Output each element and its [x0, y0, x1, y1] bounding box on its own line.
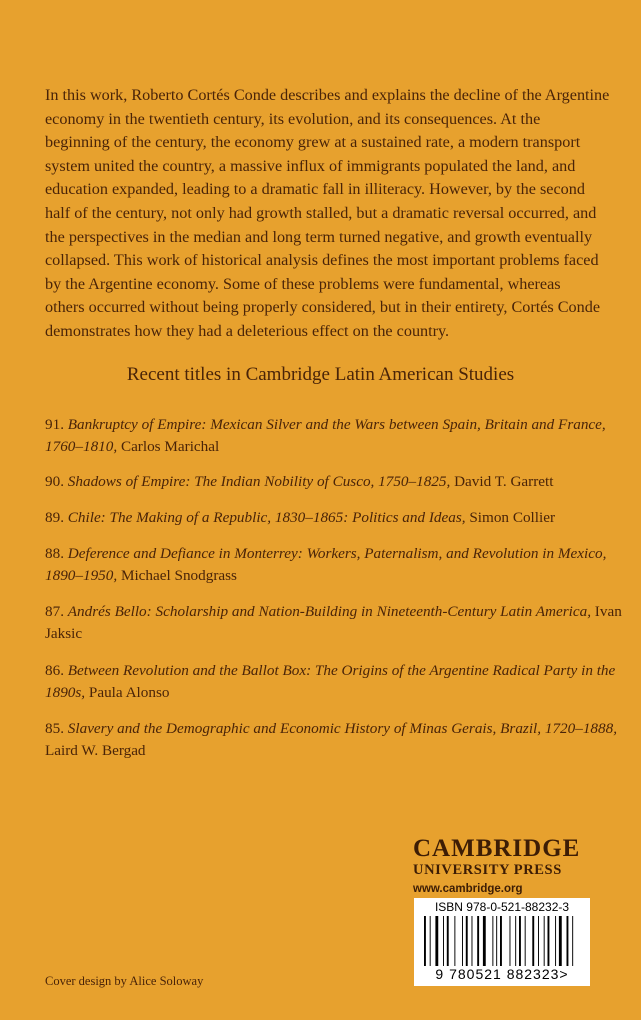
blurb-line: education expanded, leading to a dramatic fall in illiteracy. However, by the second — [45, 180, 585, 199]
isbn-label: ISBN 978-0-521-88232-3 — [434, 900, 570, 914]
publisher-url: www.cambridge.org — [413, 883, 523, 895]
title-entry-91: 91. Bankruptcy of Empire: Mexican Silver and the Wars between Spain, Britain and France, 1760–1810, Carlos Marichal — [45, 416, 606, 455]
barcode-icon — [420, 916, 584, 966]
blurb-line: beginning of the century, the economy grew at a sustained rate, a modern transport — [45, 133, 581, 152]
blurb-line: the perspectives in the median and long term turned negative, and growth eventually — [45, 227, 593, 246]
title-entry-86: 86. Between Revolution and the Ballot Box: The Origins of the Argentine Radical Party in the 1890s, Paula Alonso — [45, 662, 616, 701]
blurb-paragraph — [45, 84, 641, 344]
series-heading: Recent titles in Cambridge Latin American Studies — [126, 364, 515, 385]
isbn-barcode — [414, 898, 590, 986]
cover-credit: Cover design by Alice Soloway — [45, 974, 204, 988]
title-entry-89: 89. Chile: The Making of a Republic, 1830–1865: Politics and Ideas, Simon Collier — [45, 509, 556, 526]
blurb-line: economy in the twentieth century, its evolution, and its consequences. At the — [45, 109, 541, 128]
blurb-line: system united the country, a massive influx of immigrants populated the land, and — [45, 156, 576, 175]
title-entry-90: 90. Shadows of Empire: The Indian Nobility of Cusco, 1750–1825, David T. Garrett — [45, 473, 554, 490]
title-entry-88: 88. Deference and Defiance in Monterrey: Workers, Paternalism, and Revolution in Mexico, 1890–1950, Michael Snodgrass — [45, 545, 607, 584]
publisher-logo — [413, 836, 593, 897]
publisher-name: CAMBRIDGE — [413, 835, 581, 862]
title-entry-85: 85. Slavery and the Demographic and Economic History of Minas Gerais, Brazil, 1720–1888, Laird W. Bergad — [45, 720, 618, 759]
blurb-line: demonstrates how they had a deleterious effect on the country. — [45, 321, 450, 340]
blurb-line: collapsed. This work of historical analysis defines the most important problems faced — [45, 251, 599, 270]
blurb-line: others occurred without being properly considered, but in their entirety, Cortés Conde — [45, 298, 601, 317]
blurb-line: half of the century, not only had growth stalled, but a dramatic reversal occurred, and — [45, 203, 597, 222]
blurb-line: In this work, Roberto Cortés Conde describes and explains the decline of the Argentine — [45, 86, 610, 104]
title-entry-87: 87. Andrés Bello: Scholarship and Nation-Building in Nineteenth-Century Latin America, Ivan Jaksic — [45, 603, 622, 642]
barcode-digits: 9 780521 882323> — [435, 966, 569, 982]
publisher-press: UNIVERSITY PRESS — [413, 862, 562, 878]
blurb-line: by the Argentine economy. Some of these problems were fundamental, whereas — [45, 274, 561, 293]
